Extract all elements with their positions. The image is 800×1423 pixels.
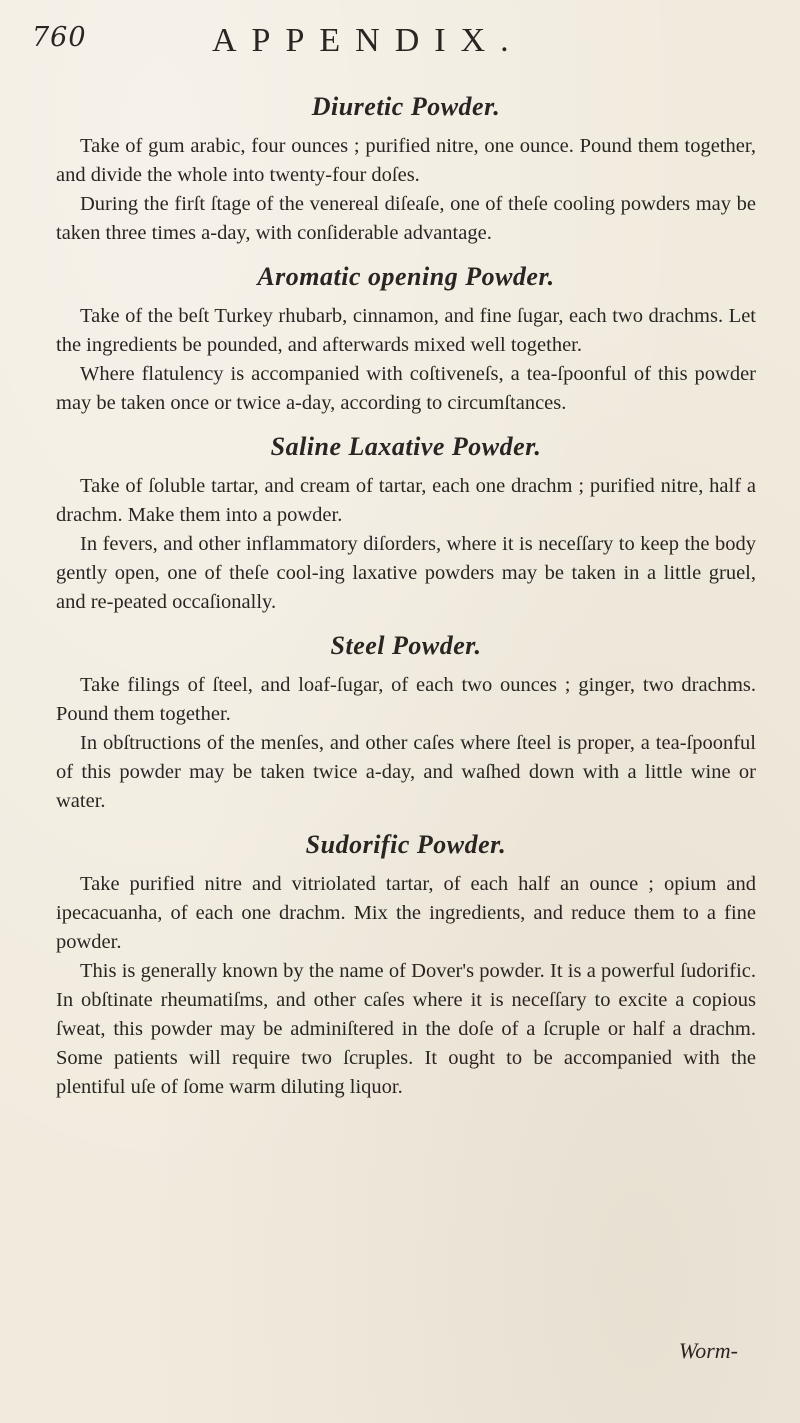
paragraph: In fevers, and other inflammatory diſorders, where it is neceſſary to keep the body gently open, one of theſe cool-ing laxative powders may be taken in a little gruel, and re-peated occaſionally. <box>56 533 756 613</box>
section-diuretic-powder <box>56 92 756 248</box>
page-content <box>56 92 756 1116</box>
paragraph: Take purified nitre and vitriolated tartar, of each half an ounce ; opium and ipecacuanha, of each one drachm. Mix the ingredients, and reduce them to a fine powder. <box>56 873 756 953</box>
paragraph: Where flatulency is accompanied with coſtiveneſs, a tea-ſpoonful of this powder may be taken once or twice a-day, according to circumſtances. <box>56 363 756 414</box>
section-title: Aromatic opening Powder. <box>257 262 555 291</box>
section-title: Steel Powder. <box>330 631 482 660</box>
section-title: Diuretic Powder. <box>311 92 501 121</box>
section-title: Sudorific Powder. <box>305 830 507 859</box>
page-number: 760 <box>32 22 87 53</box>
section-aromatic-opening-powder <box>56 262 756 418</box>
paragraph: This is generally known by the name of Dover's powder. It is a powerful ſudorific. In obſtinate rheumatiſms, and other caſes where it is neceſſary to excite a copious ſweat, this powder may be adminiſtered in the doſe of a ſcruple or half a drachm. Some patients will require two ſcruples. It ought to be accompanied with the plentiful uſe of ſome warm diluting liquor. <box>56 960 756 1098</box>
section-title: Saline Laxative Powder. <box>270 432 542 461</box>
section-steel-powder <box>56 631 756 816</box>
paragraph: During the firſt ſtage of the venereal diſeaſe, one of theſe cooling powders may be taken three times a-day, with conſiderable advantage. <box>56 193 756 244</box>
section-sudorific-powder <box>56 830 756 1102</box>
running-head <box>32 22 760 62</box>
running-title: APPENDIX. <box>212 22 524 59</box>
paragraph: Take of the beſt Turkey rhubarb, cinnamon, and fine ſugar, each two drachms. Let the ingredients be pounded, and afterwards mixed well together. <box>56 305 756 356</box>
catchword: Worm- <box>678 1338 738 1363</box>
paragraph: Take of ſoluble tartar, and cream of tartar, each one drachm ; purified nitre, half a drachm. Make them into a powder. <box>56 475 756 526</box>
paragraph: Take of gum arabic, four ounces ; purified nitre, one ounce. Pound them together, and divide the whole into twenty-four doſes. <box>56 135 756 186</box>
paragraph: In obſtructions of the menſes, and other caſes where ſteel is proper, a tea-ſpoonful of this powder may be taken twice a-day, and waſhed down with a little wine or water. <box>56 732 756 812</box>
paragraph: Take filings of ſteel, and loaf-ſugar, of each two ounces ; ginger, two drachms. Pound them together. <box>56 674 756 725</box>
section-saline-laxative-powder <box>56 432 756 617</box>
